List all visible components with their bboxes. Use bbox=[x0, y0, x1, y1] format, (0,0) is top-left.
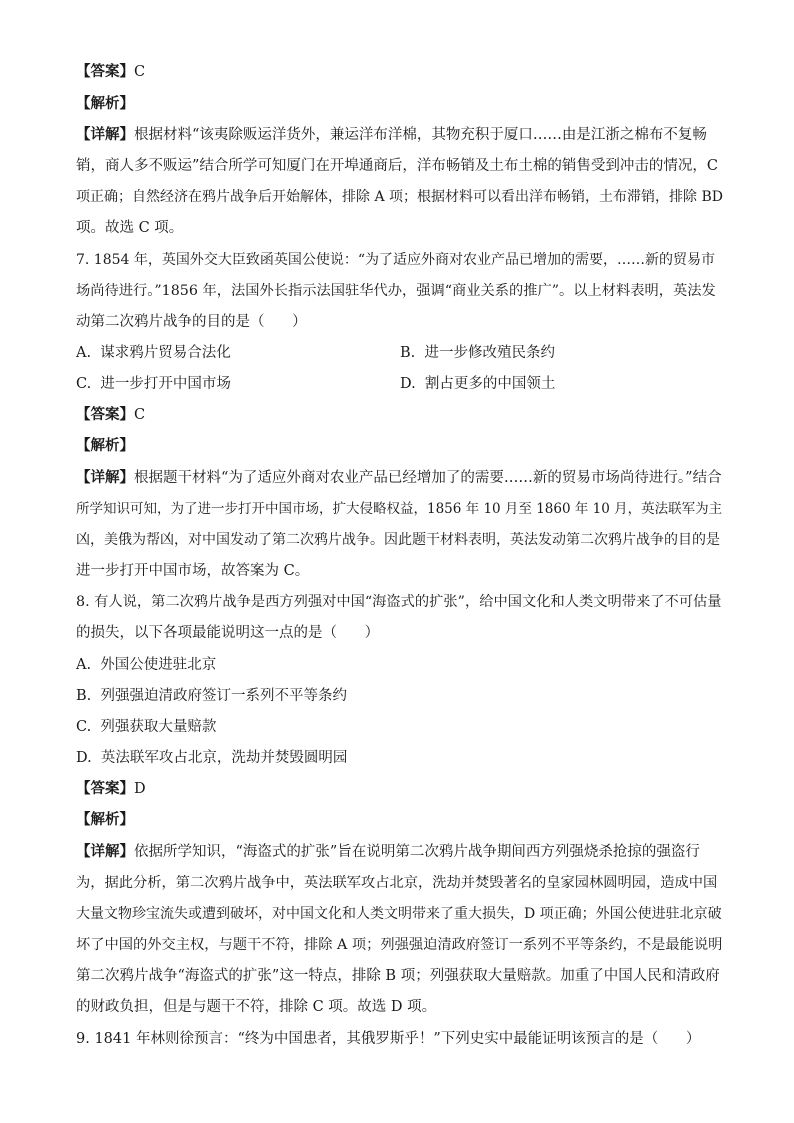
question-stem: 9. 1841 年林则徐预言：“终为中国患者，其俄罗斯乎！”下列史实中最能证明该预言的是（ ） bbox=[76, 1031, 701, 1047]
detail-text: 根据题干材料“为了适应外商对农业产品已经增加了的需要……新的贸易市场尚待进行。”结合 bbox=[134, 470, 722, 486]
question-stem: 场尚待进行。”1856 年，法国外长指示法国驻华代办，强调“商业关系的推广”。以上材料表明，英法发 bbox=[76, 283, 716, 299]
detail-line bbox=[76, 125, 707, 145]
detail-line: 的财政负担，但是与题干不符，排除 C 项。故选 D 项。 bbox=[76, 999, 437, 1015]
option-a: A. 谋求鸦片贸易合法化 bbox=[76, 345, 231, 361]
detail-label: 【详解】 bbox=[76, 843, 134, 860]
detail-text: 依据所学知识，“海盗式的扩张”旨在说明第二次鸦片战争期间西方列强烧杀抢掠的强盗行 bbox=[134, 844, 700, 860]
analysis-label: 【解析】 bbox=[76, 95, 134, 112]
option-b: B. 进一步修改殖民条约 bbox=[400, 345, 555, 361]
question-stem: 7. 1854 年，英国外交大臣致函英国公使说：“为了适应外商对农业产品已增加的需要，……新的贸易市 bbox=[76, 252, 716, 268]
detail-line bbox=[76, 468, 722, 488]
detail-label: 【详解】 bbox=[76, 126, 134, 143]
detail-line: 项正确；自然经济在鸦片战争后开始解体，排除 A 项；根据材料可以看出洋布畅销，土布滞销，排除 BD bbox=[76, 189, 723, 205]
detail-line bbox=[76, 842, 700, 862]
option-c: C. 列强获取大量赔款 bbox=[76, 719, 217, 735]
option-a: A. 外国公使进驻北京 bbox=[76, 657, 217, 673]
detail-text: 根据材料“该夷除贩运洋货外，兼运洋布洋棉，其物充积于厦口……由是江浙之棉布不复畅 bbox=[134, 127, 707, 143]
question-stem: 动第二次鸦片战争的目的是（ ） bbox=[76, 314, 307, 330]
detail-line: 所学知识可知，为了进一步打开中国市场，扩大侵略权益，1856 年 10 月至 1860 年 10 月，英法联军为主 bbox=[76, 501, 723, 517]
detail-line: 凶，美俄为帮凶，对中国发动了第二次鸦片战争。因此题干材料表明，英法发动第二次鸦片战争的目的是 bbox=[76, 532, 720, 548]
question-stem: 8. 有人说，第二次鸦片战争是西方列强对中国“海盗式的扩张”，给中国文化和人类文明带来了不可估量 bbox=[76, 594, 722, 610]
detail-line: 第二次鸦片战争“海盗式的扩张”这一特点，排除 B 项；列强获取大量赔款。加重了中国人民和清政府 bbox=[76, 968, 720, 984]
detail-line: 坏了中国的外交主权，与题干不符，排除 A 项；列强强迫清政府签订一系列不平等条约，不是最能说明 bbox=[76, 937, 723, 953]
answer-line bbox=[76, 62, 145, 82]
answer-value: C bbox=[134, 64, 146, 80]
analysis-label: 【解析】 bbox=[76, 811, 134, 828]
answer-value: C bbox=[134, 407, 146, 423]
answer-label: 【答案】 bbox=[76, 780, 134, 797]
detail-line: 为，据此分析，第二次鸦片战争中，英法联军攻占北京，洗劫并焚毁著名的皇家园林圆明园，造成中国 bbox=[76, 875, 718, 891]
answer-label: 【答案】 bbox=[76, 406, 134, 423]
option-b: B. 列强强迫清政府签订一系列不平等条约 bbox=[76, 688, 347, 704]
detail-line: 销，商人多不贩运”结合所学可知厦门在开埠通商后，洋布畅销及土布土棉的销售受到冲击的情况，C bbox=[76, 158, 719, 174]
answer-value: D bbox=[134, 781, 146, 797]
analysis-label: 【解析】 bbox=[76, 437, 134, 454]
option-d: D. 英法联军攻占北京，洗劫并焚毁圆明园 bbox=[76, 750, 348, 766]
option-c: C. 进一步打开中国市场 bbox=[76, 376, 231, 392]
detail-line: 大量文物珍宝流失或遭到破坏，对中国文化和人类文明带来了重大损失，D 项正确；外国公使进驻北京破 bbox=[76, 906, 722, 922]
detail-line: 进一步打开中国市场，故答案为 C。 bbox=[76, 563, 310, 579]
answer-line bbox=[76, 779, 146, 799]
answer-line bbox=[76, 405, 145, 425]
question-stem: 的损失，以下各项最能说明这一点的是（ ） bbox=[76, 625, 380, 641]
detail-line: 项。故选 C 项。 bbox=[76, 220, 184, 236]
detail-label: 【详解】 bbox=[76, 469, 134, 486]
answer-label: 【答案】 bbox=[76, 63, 134, 80]
option-d: D. 割占更多的中国领土 bbox=[400, 376, 556, 392]
